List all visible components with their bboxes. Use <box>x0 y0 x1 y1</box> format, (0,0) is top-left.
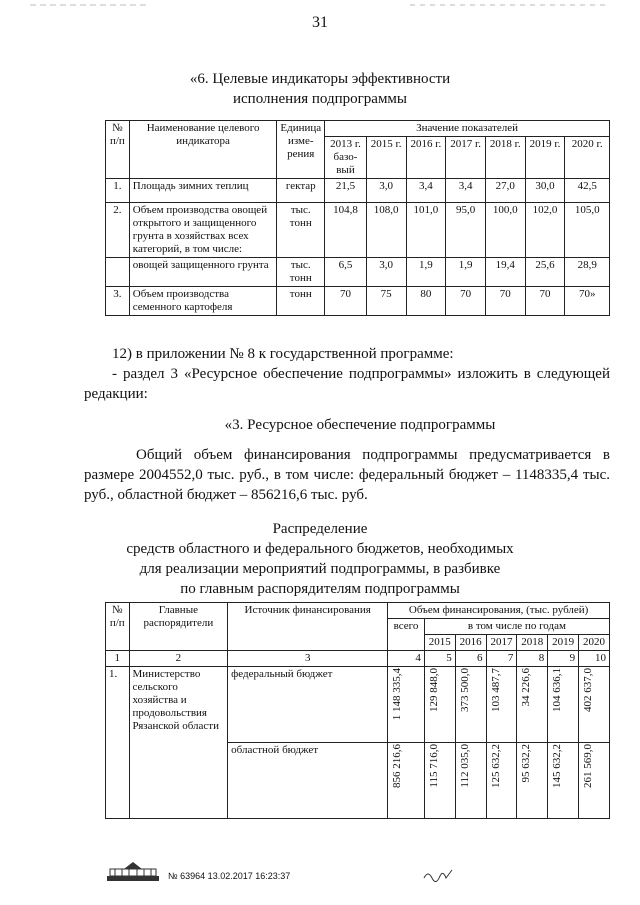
year-header: 2013 г. базо-вый <box>325 137 367 179</box>
year-header: 2018 г. <box>485 137 525 179</box>
col-by-years-header: в том числе по годам <box>424 619 609 635</box>
year-header: 2016 г. <box>406 137 446 179</box>
distribution-title-3: для реализации мероприятий подпрограммы, в разбивке <box>139 561 501 577</box>
regional-value: 261 569,0 <box>582 744 595 788</box>
row-value: 104,8 <box>325 203 367 258</box>
col-number: 9 <box>548 651 579 667</box>
row-value: 75 <box>366 287 406 316</box>
col-number: 1 <box>106 651 130 667</box>
section3-title: «3. Ресурсное обеспечение подпрограммы <box>224 417 496 433</box>
row-num: 1. <box>106 667 130 819</box>
year-header: 2020 г. <box>565 137 610 179</box>
federal-value: 103 487,7 <box>489 668 502 712</box>
row-value: 70 <box>325 287 367 316</box>
row-value: 70» <box>565 287 610 316</box>
col-number: 10 <box>579 651 610 667</box>
federal-value: 1 148 335,4 <box>391 668 404 721</box>
row-unit: тонн <box>277 287 325 316</box>
col-number: 5 <box>424 651 455 667</box>
year-header: 2020 <box>579 635 610 651</box>
col-number: 6 <box>455 651 486 667</box>
regional-value: 125 632,2 <box>489 744 502 788</box>
funding-header-row <box>106 603 610 619</box>
row-value: 108,0 <box>366 203 406 258</box>
row-value: 70 <box>525 287 565 316</box>
page-number: 31 <box>312 14 328 31</box>
row-value: 1,9 <box>406 258 446 287</box>
col-number: 2 <box>129 651 228 667</box>
section6-title-line1: «6. Целевые индикаторы эффективности <box>189 71 451 87</box>
year-header: 2017 г. <box>446 137 486 179</box>
regional-value: 115 716,0 <box>427 744 440 788</box>
row-value: 30,0 <box>525 179 565 203</box>
row-value: 95,0 <box>446 203 486 258</box>
federal-value: 373 500,0 <box>458 668 471 712</box>
row-value: 28,9 <box>565 258 610 287</box>
col-num-header: № п/п <box>106 603 130 651</box>
regional-value: 112 035,0 <box>458 744 471 788</box>
indicators-table <box>105 120 610 316</box>
col-number: 7 <box>486 651 517 667</box>
row-value: 21,5 <box>325 179 367 203</box>
distribution-title-2: средств областного и федерального бюджетов, необходимых <box>126 541 514 557</box>
row-value: 42,5 <box>565 179 610 203</box>
year-header: 2015 г. <box>366 137 406 179</box>
scan-noise <box>30 3 610 7</box>
handwritten-mark <box>420 864 460 884</box>
regional-budget-label: областной бюджет <box>228 743 388 819</box>
row-name: Площадь зимних теплиц <box>129 179 277 203</box>
col-number: 8 <box>517 651 548 667</box>
document-stamp: № 63964 13.02.2017 16:23:37 <box>168 871 291 881</box>
federal-value: 34 226,6 <box>520 668 533 707</box>
row-value: 25,6 <box>525 258 565 287</box>
row-value: 3,4 <box>406 179 446 203</box>
col-number: 3 <box>228 651 388 667</box>
row-value: 80 <box>406 287 446 316</box>
funding-paragraph: Общий объем финансирования подпрограммы предусматривается в размере 2004552,0 тыс. руб., в том числе: федеральный бюджет – 1148335,4 тыс. руб., областной бюджет – 856216,6 тыс. руб. <box>84 447 610 503</box>
federal-budget-label: федеральный бюджет <box>228 667 388 743</box>
row-value: 3,0 <box>366 179 406 203</box>
row-name: Объем производства семенного картофеля <box>129 287 277 316</box>
row-num <box>106 258 130 287</box>
row-value: 19,4 <box>485 258 525 287</box>
table-row <box>106 258 610 287</box>
distribution-title-1: Распределение <box>272 521 368 537</box>
year-header: 2015 <box>424 635 455 651</box>
regional-value: 95 632,2 <box>520 744 533 783</box>
row-unit: тыс. тонн <box>277 203 325 258</box>
row-value: 70 <box>485 287 525 316</box>
row-value: 101,0 <box>406 203 446 258</box>
row-name: Объем производства овощей открытого и защищенного грунта в хозяйствах всех категорий, в том числе: <box>129 203 277 258</box>
indicators-header-row <box>106 121 610 137</box>
row-num: 2. <box>106 203 130 258</box>
col-name-header: Наименование целевого индикатора <box>129 121 277 179</box>
table-row <box>106 203 610 258</box>
col-values-header: Значение показателей <box>325 121 610 137</box>
year-header: 2019 г. <box>525 137 565 179</box>
row-num: 3. <box>106 287 130 316</box>
row-manager: Министерство сельского хозяйства и продовольствия Рязанской области <box>129 667 228 819</box>
row-value: 6,5 <box>325 258 367 287</box>
col-total-header: всего <box>388 619 425 651</box>
year-header: 2019 <box>548 635 579 651</box>
regional-value: 145 632,2 <box>551 744 564 788</box>
paragraph-12: 12) в приложении № 8 к государственной программе: <box>112 346 454 362</box>
row-value: 102,0 <box>525 203 565 258</box>
col-managers-header: Главные распорядители <box>129 603 228 651</box>
year-header: 2016 <box>455 635 486 651</box>
row-num: 1. <box>106 179 130 203</box>
table-row <box>106 179 610 203</box>
row-name: овощей защищенного грунта <box>129 258 277 287</box>
funding-table <box>105 602 610 819</box>
col-source-header: Источник финансирования <box>228 603 388 651</box>
year-header: 2018 <box>517 635 548 651</box>
federal-value: 104 636,1 <box>551 668 564 712</box>
year-header: 2017 <box>486 635 517 651</box>
row-value: 27,0 <box>485 179 525 203</box>
distribution-title-4: по главным распорядителям подпрограммы <box>180 581 460 597</box>
table-row-federal <box>106 667 610 743</box>
section6-title-line2: исполнения подпрограммы <box>232 91 408 107</box>
col-number: 4 <box>388 651 425 667</box>
row-unit: тыс. тонн <box>277 258 325 287</box>
row-value: 100,0 <box>485 203 525 258</box>
regional-value: 856 216,6 <box>391 744 404 788</box>
column-numbers-row <box>106 651 610 667</box>
col-num-header: № п/п <box>106 121 130 179</box>
federal-value: 402 637,0 <box>582 668 595 712</box>
federal-value: 129 848,0 <box>427 668 440 712</box>
row-value: 3,0 <box>366 258 406 287</box>
building-logo-icon <box>106 860 160 884</box>
row-value: 105,0 <box>565 203 610 258</box>
row-unit: гектар <box>277 179 325 203</box>
row-value: 70 <box>446 287 486 316</box>
col-unit-header: Единица изме-рения <box>277 121 325 179</box>
col-volume-header: Объем финансирования, (тыс. рублей) <box>388 603 610 619</box>
row-value: 3,4 <box>446 179 486 203</box>
table-row <box>106 287 610 316</box>
row-value: 1,9 <box>446 258 486 287</box>
paragraph-12b: - раздел 3 «Ресурсное обеспечение подпрограммы» изложить в следующей редакции: <box>84 366 610 402</box>
